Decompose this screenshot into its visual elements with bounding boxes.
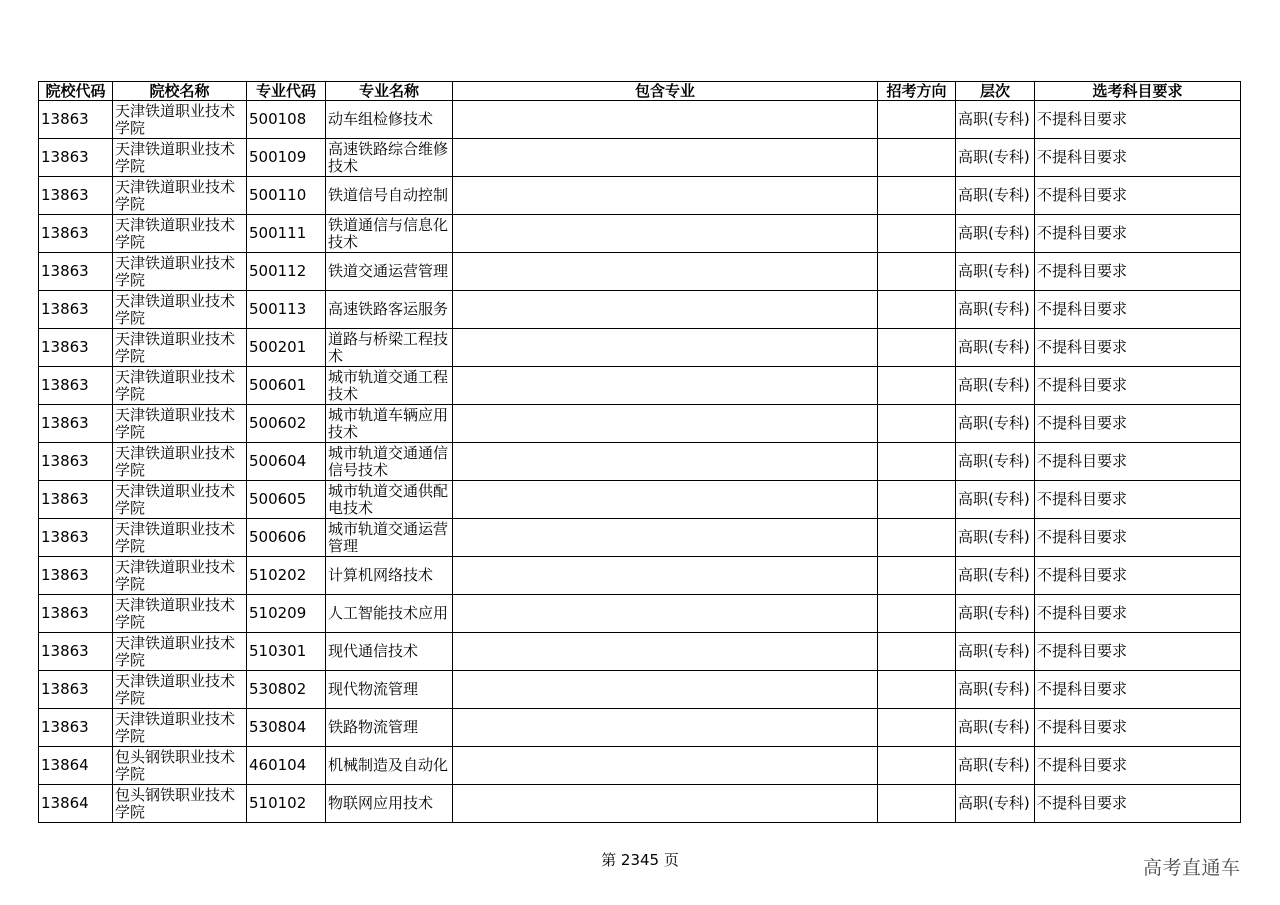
major-name-cell: 铁道通信与信息化技术 [326, 215, 453, 253]
level-cell: 高职(专科) [956, 101, 1035, 139]
included-majors-cell [453, 329, 878, 367]
subject-requirements-cell: 不提科目要求 [1035, 481, 1241, 519]
included-majors-cell [453, 633, 878, 671]
subject-requirements-cell: 不提科目要求 [1035, 785, 1241, 823]
major-code-cell: 500604 [247, 443, 326, 481]
direction-cell [878, 329, 956, 367]
school-name-cell: 天津铁道职业技术学院 [113, 633, 247, 671]
subject-requirements-cell: 不提科目要求 [1035, 557, 1241, 595]
school-name-cell: 天津铁道职业技术学院 [113, 671, 247, 709]
included-majors-cell [453, 253, 878, 291]
included-majors-cell [453, 177, 878, 215]
included-majors-cell [453, 747, 878, 785]
school-code-cell: 13863 [39, 253, 113, 291]
included-majors-cell [453, 709, 878, 747]
major-name-cell: 城市轨道交通工程技术 [326, 367, 453, 405]
header-level: 层次 [956, 82, 1035, 101]
subject-requirements-cell: 不提科目要求 [1035, 519, 1241, 557]
school-code-cell: 13864 [39, 747, 113, 785]
direction-cell [878, 785, 956, 823]
included-majors-cell [453, 785, 878, 823]
major-code-cell: 500602 [247, 405, 326, 443]
school-name-cell: 天津铁道职业技术学院 [113, 329, 247, 367]
direction-cell [878, 101, 956, 139]
school-name-cell: 天津铁道职业技术学院 [113, 443, 247, 481]
school-name-cell: 天津铁道职业技术学院 [113, 405, 247, 443]
subject-requirements-cell: 不提科目要求 [1035, 253, 1241, 291]
level-cell: 高职(专科) [956, 367, 1035, 405]
major-name-cell: 城市轨道交通通信信号技术 [326, 443, 453, 481]
school-code-cell: 13863 [39, 709, 113, 747]
included-majors-cell [453, 481, 878, 519]
included-majors-cell [453, 367, 878, 405]
level-cell: 高职(专科) [956, 405, 1035, 443]
major-name-cell: 城市轨道车辆应用技术 [326, 405, 453, 443]
header-major-code: 专业代码 [247, 82, 326, 101]
major-name-cell: 城市轨道交通供配电技术 [326, 481, 453, 519]
school-code-cell: 13863 [39, 595, 113, 633]
table-row [39, 595, 1241, 633]
subject-requirements-cell: 不提科目要求 [1035, 139, 1241, 177]
major-name-cell: 现代物流管理 [326, 671, 453, 709]
school-name-cell: 天津铁道职业技术学院 [113, 177, 247, 215]
table-row [39, 443, 1241, 481]
school-code-cell: 13863 [39, 633, 113, 671]
included-majors-cell [453, 405, 878, 443]
school-code-cell: 13863 [39, 443, 113, 481]
school-code-cell: 13863 [39, 215, 113, 253]
direction-cell [878, 481, 956, 519]
school-name-cell: 包头钢铁职业技术学院 [113, 785, 247, 823]
header-subject-requirements: 选考科目要求 [1035, 82, 1241, 101]
subject-requirements-cell: 不提科目要求 [1035, 177, 1241, 215]
major-code-cell: 500605 [247, 481, 326, 519]
included-majors-cell [453, 139, 878, 177]
major-name-cell: 铁道交通运营管理 [326, 253, 453, 291]
school-code-cell: 13863 [39, 329, 113, 367]
major-name-cell: 高速铁路客运服务 [326, 291, 453, 329]
major-code-cell: 510301 [247, 633, 326, 671]
included-majors-cell [453, 671, 878, 709]
major-name-cell: 物联网应用技术 [326, 785, 453, 823]
subject-requirements-cell: 不提科目要求 [1035, 443, 1241, 481]
table-row [39, 367, 1241, 405]
watermark: 高考直通车 [1143, 857, 1241, 879]
school-code-cell: 13863 [39, 291, 113, 329]
major-code-cell: 500111 [247, 215, 326, 253]
school-code-cell: 13863 [39, 405, 113, 443]
included-majors-cell [453, 595, 878, 633]
table-row [39, 747, 1241, 785]
school-code-cell: 13863 [39, 177, 113, 215]
major-name-cell: 城市轨道交通运营管理 [326, 519, 453, 557]
level-cell: 高职(专科) [956, 215, 1035, 253]
header-included-majors: 包含专业 [453, 82, 878, 101]
subject-requirements-cell: 不提科目要求 [1035, 671, 1241, 709]
table-body [39, 101, 1241, 823]
subject-requirements-cell: 不提科目要求 [1035, 101, 1241, 139]
included-majors-cell [453, 101, 878, 139]
table-row [39, 177, 1241, 215]
school-name-cell: 天津铁道职业技术学院 [113, 367, 247, 405]
school-name-cell: 包头钢铁职业技术学院 [113, 747, 247, 785]
direction-cell [878, 253, 956, 291]
subject-requirements-cell: 不提科目要求 [1035, 291, 1241, 329]
major-name-cell: 现代通信技术 [326, 633, 453, 671]
school-code-cell: 13863 [39, 101, 113, 139]
level-cell: 高职(专科) [956, 595, 1035, 633]
table-row [39, 101, 1241, 139]
major-name-cell: 铁路物流管理 [326, 709, 453, 747]
major-code-cell: 460104 [247, 747, 326, 785]
direction-cell [878, 557, 956, 595]
major-code-cell: 510102 [247, 785, 326, 823]
level-cell: 高职(专科) [956, 519, 1035, 557]
major-code-cell: 500109 [247, 139, 326, 177]
header-row [39, 82, 1241, 101]
level-cell: 高职(专科) [956, 785, 1035, 823]
major-code-cell: 500112 [247, 253, 326, 291]
school-name-cell: 天津铁道职业技术学院 [113, 519, 247, 557]
major-name-cell: 人工智能技术应用 [326, 595, 453, 633]
major-code-cell: 530804 [247, 709, 326, 747]
table-row [39, 139, 1241, 177]
school-name-cell: 天津铁道职业技术学院 [113, 481, 247, 519]
table-row [39, 405, 1241, 443]
direction-cell [878, 633, 956, 671]
included-majors-cell [453, 443, 878, 481]
table-row [39, 633, 1241, 671]
school-code-cell: 13863 [39, 671, 113, 709]
school-name-cell: 天津铁道职业技术学院 [113, 101, 247, 139]
included-majors-cell [453, 557, 878, 595]
subject-requirements-cell: 不提科目要求 [1035, 215, 1241, 253]
direction-cell [878, 405, 956, 443]
major-code-cell: 500201 [247, 329, 326, 367]
header-direction: 招考方向 [878, 82, 956, 101]
level-cell: 高职(专科) [956, 291, 1035, 329]
table-row [39, 671, 1241, 709]
subject-requirements-cell: 不提科目要求 [1035, 709, 1241, 747]
table-row [39, 329, 1241, 367]
subject-requirements-cell: 不提科目要求 [1035, 329, 1241, 367]
direction-cell [878, 291, 956, 329]
direction-cell [878, 671, 956, 709]
level-cell: 高职(专科) [956, 709, 1035, 747]
school-name-cell: 天津铁道职业技术学院 [113, 139, 247, 177]
level-cell: 高职(专科) [956, 329, 1035, 367]
included-majors-cell [453, 215, 878, 253]
major-code-cell: 500113 [247, 291, 326, 329]
school-code-cell: 13864 [39, 785, 113, 823]
direction-cell [878, 139, 956, 177]
school-name-cell: 天津铁道职业技术学院 [113, 709, 247, 747]
major-name-cell: 高速铁路综合维修技术 [326, 139, 453, 177]
direction-cell [878, 595, 956, 633]
level-cell: 高职(专科) [956, 443, 1035, 481]
direction-cell [878, 709, 956, 747]
page-number: 第 2345 页 [601, 851, 679, 869]
school-code-cell: 13863 [39, 139, 113, 177]
major-name-cell: 道路与桥梁工程技术 [326, 329, 453, 367]
level-cell: 高职(专科) [956, 557, 1035, 595]
included-majors-cell [453, 291, 878, 329]
table-row [39, 291, 1241, 329]
level-cell: 高职(专科) [956, 671, 1035, 709]
level-cell: 高职(专科) [956, 177, 1035, 215]
table-row [39, 709, 1241, 747]
table-row [39, 785, 1241, 823]
header-major-name: 专业名称 [326, 82, 453, 101]
direction-cell [878, 215, 956, 253]
major-code-cell: 510202 [247, 557, 326, 595]
level-cell: 高职(专科) [956, 481, 1035, 519]
major-code-cell: 530802 [247, 671, 326, 709]
direction-cell [878, 367, 956, 405]
school-name-cell: 天津铁道职业技术学院 [113, 215, 247, 253]
table-row [39, 215, 1241, 253]
admissions-table [38, 81, 1241, 823]
school-name-cell: 天津铁道职业技术学院 [113, 557, 247, 595]
included-majors-cell [453, 519, 878, 557]
school-code-cell: 13863 [39, 519, 113, 557]
table-row [39, 519, 1241, 557]
table-row [39, 481, 1241, 519]
subject-requirements-cell: 不提科目要求 [1035, 633, 1241, 671]
subject-requirements-cell: 不提科目要求 [1035, 747, 1241, 785]
major-code-cell: 500601 [247, 367, 326, 405]
school-name-cell: 天津铁道职业技术学院 [113, 595, 247, 633]
level-cell: 高职(专科) [956, 253, 1035, 291]
subject-requirements-cell: 不提科目要求 [1035, 405, 1241, 443]
school-code-cell: 13863 [39, 481, 113, 519]
school-name-cell: 天津铁道职业技术学院 [113, 253, 247, 291]
level-cell: 高职(专科) [956, 633, 1035, 671]
major-code-cell: 500108 [247, 101, 326, 139]
major-name-cell: 计算机网络技术 [326, 557, 453, 595]
header-school-name: 院校名称 [113, 82, 247, 101]
table-row [39, 557, 1241, 595]
school-name-cell: 天津铁道职业技术学院 [113, 291, 247, 329]
direction-cell [878, 443, 956, 481]
major-code-cell: 510209 [247, 595, 326, 633]
direction-cell [878, 519, 956, 557]
school-code-cell: 13863 [39, 367, 113, 405]
school-code-cell: 13863 [39, 557, 113, 595]
direction-cell [878, 747, 956, 785]
subject-requirements-cell: 不提科目要求 [1035, 367, 1241, 405]
major-code-cell: 500606 [247, 519, 326, 557]
level-cell: 高职(专科) [956, 747, 1035, 785]
header-school-code: 院校代码 [39, 82, 113, 101]
major-code-cell: 500110 [247, 177, 326, 215]
direction-cell [878, 177, 956, 215]
subject-requirements-cell: 不提科目要求 [1035, 595, 1241, 633]
table-row [39, 253, 1241, 291]
level-cell: 高职(专科) [956, 139, 1035, 177]
major-name-cell: 机械制造及自动化 [326, 747, 453, 785]
major-name-cell: 动车组检修技术 [326, 101, 453, 139]
major-name-cell: 铁道信号自动控制 [326, 177, 453, 215]
